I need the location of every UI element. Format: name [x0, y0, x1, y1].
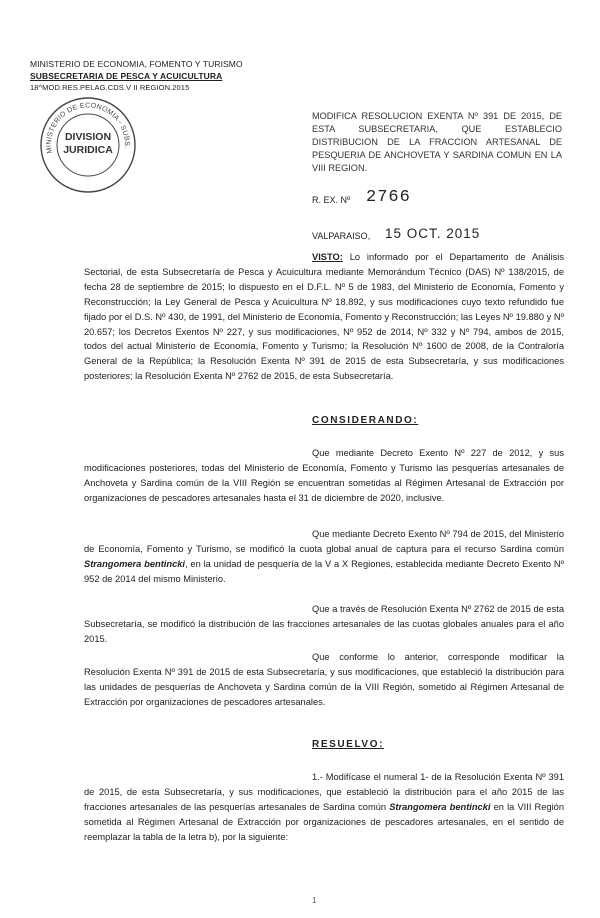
resuelvo-p1 — [84, 770, 564, 845]
considerando-p2-a: Que mediante Decreto Exento Nº 794 de 2015, del Ministerio de Economía, Fomento y Turismo, se modificó la cuota global anual de captura para el recurso Sardina común — [84, 529, 564, 554]
file-reference: 18^MOD.RES.PELAG.CDS.V II REGION.2015 — [30, 83, 190, 92]
rex-label: R. EX. Nº — [312, 195, 351, 205]
page-number: 1 — [312, 896, 317, 905]
resuelvo-p1-species: Strangomera bentincki — [389, 801, 491, 812]
visto-label: VISTO: — [312, 252, 343, 262]
considerando-p2-species: Strangomera bentincki — [84, 558, 185, 569]
ministry-name: MINISTERIO DE ECONOMIA, FOMENTO Y TURISMO — [30, 59, 243, 69]
resuelvo-num: 1.- — [312, 772, 323, 782]
considerando-heading: CONSIDERANDO: — [312, 415, 419, 426]
subsecretaria-name: SUBSECRETARIA DE PESCA Y ACUICULTURA — [30, 71, 223, 81]
resuelvo-heading: RESUELVO: — [312, 739, 384, 750]
date-place: VALPARAISO, — [312, 231, 371, 241]
considerando-p2-b: , en la unidad de pesquería de la V a X Regiones, establecida mediante Decreto Exento Nº 952 de 2014 del mismo Ministerio. — [84, 558, 564, 584]
resuelvo-p1-a: Modifícase el numeral 1- de la Resolución Exenta Nº 391 de 2015, de esta Subsecretaría, y sus modificaciones, que estableció la distribución para el año 2015 de las fracciones artesanales de las pesquerías artesanales de Sardina común — [84, 772, 564, 812]
stamp-label-line2: JURIDICA — [63, 144, 113, 156]
considerando-p3: Que a través de Resolución Exenta Nº 2762 de 2015 de esta Subsecretaría, se modificó la distribución de las fracciones artesanales de las cuotas globales anuales para el año 2015. — [84, 604, 564, 644]
resuelvo-p1-b: en la VIII Región sometida al Régimen Artesanal de Extracción por organizaciones de pescadores artesanales, en el sentido de reemplazar la tabla de la letra b), por la siguiente: — [84, 801, 564, 842]
stamp-label — [38, 131, 138, 157]
considerando-p2 — [84, 527, 564, 587]
stamp-label-line1: DIVISION — [64, 131, 112, 143]
stamp-ring-text: MINISTERIO DE ECONOMIA - SUBS. — [45, 102, 131, 154]
considerando-p4: Que conforme lo anterior, corresponde modificar la Resolución Exenta Nº 391 de 2015 de esta Subsecretaría, y sus modificaciones, que estableció la distribución para las unidades de pesquerías de Anchoveta y Sardina común de la VIII Región, sometido al Régimen Artesanal de Extracción por organizaciones de pescadores artesanales. — [84, 652, 564, 707]
rex-number: 2766 — [366, 188, 411, 207]
considerando-p1: Que mediante Decreto Exento Nº 227 de 2012, y sus modificaciones posteriores, todas del Ministerio de Economía, Fomento y Turismo las pesquerías artesanales de Anchoveta y Sardina común de la VIII Región se encuentran sometidas al Régimen Artesanal de Extracción por organizaciones de pescadores artesanales hasta el 31 de diciembre de 2020, inclusive. — [84, 448, 564, 503]
resolution-title: MODIFICA RESOLUCION EXENTA Nº 391 DE 2015, DE ESTA SUBSECRETARIA, QUE ESTABLECIO DISTRIBUCION DE LA FRACCION ARTESANAL DE PESQUERIA DE ANCHOVETA Y SARDINA COMUN EN LA VIII REGION. — [312, 111, 562, 173]
date-value: 15 OCT. 2015 — [385, 226, 481, 241]
visto-text: Lo informado por el Departamento de Análisis Sectorial, de esta Subsecretaría de Pesca y Acuicultura mediante Memorándum Técnico (DAS) Nº 138/2015, de fecha 28 de septiembre de 2015; lo dispuesto en el D.F.L. Nº 5 de 1983, del Ministerio de Economía, Fomento y Reconstrucción; la Ley General de Pesca y Acuicultura Nº 18.892, y sus modificaciones cuyo texto refundido fue fijado por el D.S. Nº 430, de 1991, del Ministerio de Economía, Fomento y Reconstrucción; las Leyes Nº 19.880 y Nº 20.657; los Decretos Exentos Nº 227, y sus modificaciones, Nº 952 de 2014, Nº 332 y Nº 794, ambos de 2015, todos del actual Ministerio de Economía, Fomento y Turismo; la Resolución Nº 1600 de 2008, de la Contraloría General de la República; la Resolución Exenta Nº 391 de 2015 de esta Subsecretaría, y sus modificaciones posteriores; la Resolución Exenta Nº 2762 de 2015, de esta Subsecretaría. — [84, 252, 564, 382]
division-juridica-stamp — [38, 95, 138, 195]
visto-paragraph — [84, 250, 564, 384]
